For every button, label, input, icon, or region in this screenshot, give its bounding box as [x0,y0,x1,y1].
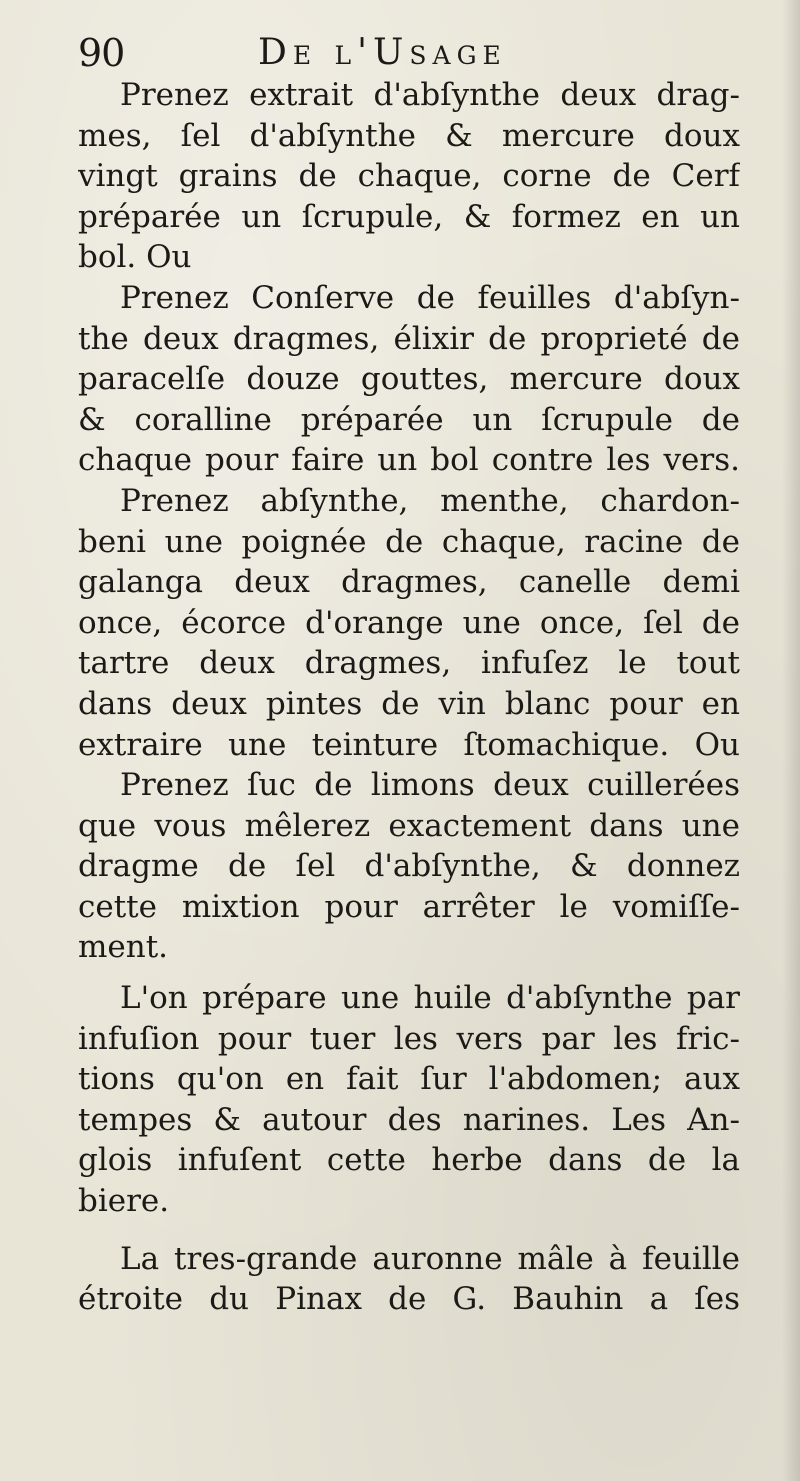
body-text [78,75,740,1320]
text-line: tempes & autour des narines. Les An- [78,1101,740,1138]
text-line: the deux dragmes, élixir de proprieté de [78,320,740,357]
page-edge-shadow [782,0,800,1481]
text-line: tions qu'on en fait ſur l'abdomen; aux [78,1061,740,1098]
text-line: Prenez extrait d'abſynthe deux drag- [120,77,740,113]
page-number: 90 [78,31,125,75]
text-line: Prenez abſynthe, menthe, chardon- [120,482,740,519]
text-line: biere. [78,1183,170,1220]
text-line: dragme de ſel d'abſynthe, & donnez [78,848,740,885]
paragraph-gap [78,968,740,978]
text-line: & coralline préparée un ſcrupule de [78,401,740,438]
paragraph-gap [78,1222,740,1239]
text-line: galanga deux dragmes, canelle demi [78,564,740,601]
text-line: beni une poignée de chaque, racine de [78,523,740,560]
text-line: paracelſe douze gouttes, mercure doux [78,361,740,398]
text-line: chaque pour faire un bol contre les vers. [78,442,740,479]
text-line: bol. Ou [78,239,192,276]
text-line: étroite du Pinax de G. Bauhin a ſes [78,1281,740,1318]
text-line: préparée un ſcrupule, & formez en un [78,198,740,235]
text-line: La tres-grande auronne mâle à feuille [120,1240,740,1277]
text-line: Prenez Conſerve de feuilles d'abſyn- [120,279,740,316]
text-line: Prenez ſuc de limons deux cuillerées [120,767,740,804]
text-line: L'on prépare une huile d'abſynthe par [120,980,740,1017]
text-line: infuſion pour tuer les vers par les fric- [78,1020,740,1057]
text-line: glois infuſent cette herbe dans de la [78,1142,740,1179]
text-line: cette mixtion pour arrêter le vomiſſe- [78,888,740,925]
running-head: De l'Usage [258,32,507,73]
text-line: once, écorce d'orange une once, ſel de [78,604,740,641]
page-header [78,28,758,78]
text-line: ment. [78,929,169,966]
text-line: extraire une teinture ſtomachique. Ou [78,726,740,763]
text-line: mes, ſel d'abſynthe & mercure doux [78,117,740,154]
text-line: que vous mêlerez exactement dans une [78,807,740,844]
text-line: tartre deux dragmes, infuſez le tout [78,645,740,682]
text-line: vingt grains de chaque, corne de Cerf [78,158,740,195]
text-line: dans deux pintes de vin blanc pour en [78,685,740,722]
